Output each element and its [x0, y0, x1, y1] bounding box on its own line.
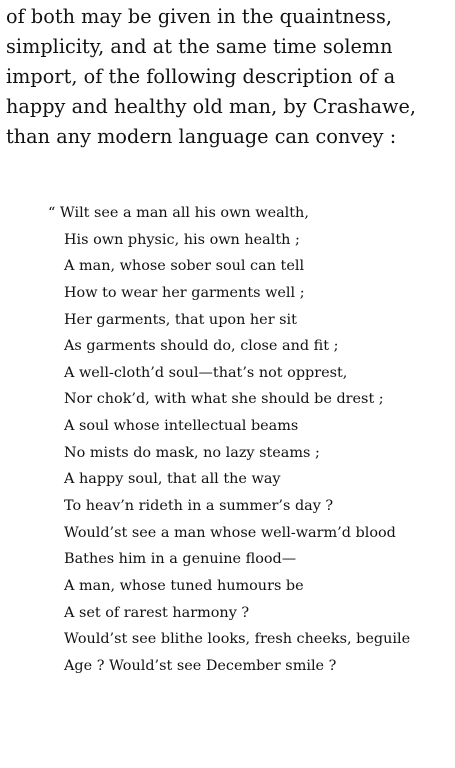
poem-line: To heav’n rideth in a summer’s day ?: [64, 498, 334, 515]
prose-line: of both may be given in the quaintness,: [6, 5, 392, 28]
poem-line: Her garments, that upon her sit: [64, 311, 297, 328]
poem-line: “ Wilt see a man all his own wealth,: [48, 205, 309, 221]
poem-line: A man, whose sober soul can tell: [64, 258, 305, 275]
prose-line: than any modern language can convey :: [6, 125, 397, 148]
prose-line: happy and healthy old man, by Crashawe,: [6, 95, 417, 118]
poem-line: Age ? Would’st see December smile ?: [64, 657, 337, 674]
poem-line: A well-cloth’d soul—that’s not opprest,: [64, 364, 348, 381]
poem-line: A happy soul, that all the way: [64, 471, 281, 488]
poem-line: No mists do mask, no lazy steams ;: [64, 444, 320, 461]
poem-line: Nor chok’d, with what she should be drest ;: [64, 391, 384, 408]
poem-line: His own physic, his own health ;: [64, 231, 300, 248]
poem-line: A soul whose intellectual beams: [64, 418, 299, 435]
poem-line: Would’st see blithe looks, fresh cheeks, beguile: [64, 631, 411, 648]
poem-line: Would’st see a man whose well-warm’d blood: [64, 524, 396, 541]
prose-line: import, of the following description of a: [6, 65, 396, 88]
poem-quotation: [48, 200, 448, 680]
poem-line: As garments should do, close and fit ;: [64, 338, 339, 355]
poem-line: How to wear her garments well ;: [64, 284, 305, 301]
poem-line: A set of rarest harmony ?: [64, 604, 250, 621]
poem-line: A man, whose tuned humours be: [64, 577, 304, 594]
prose-paragraph: [6, 2, 450, 152]
prose-line: simplicity, and at the same time solemn: [6, 35, 393, 58]
poem-line: Bathes him in a genuine flood—: [64, 551, 297, 568]
